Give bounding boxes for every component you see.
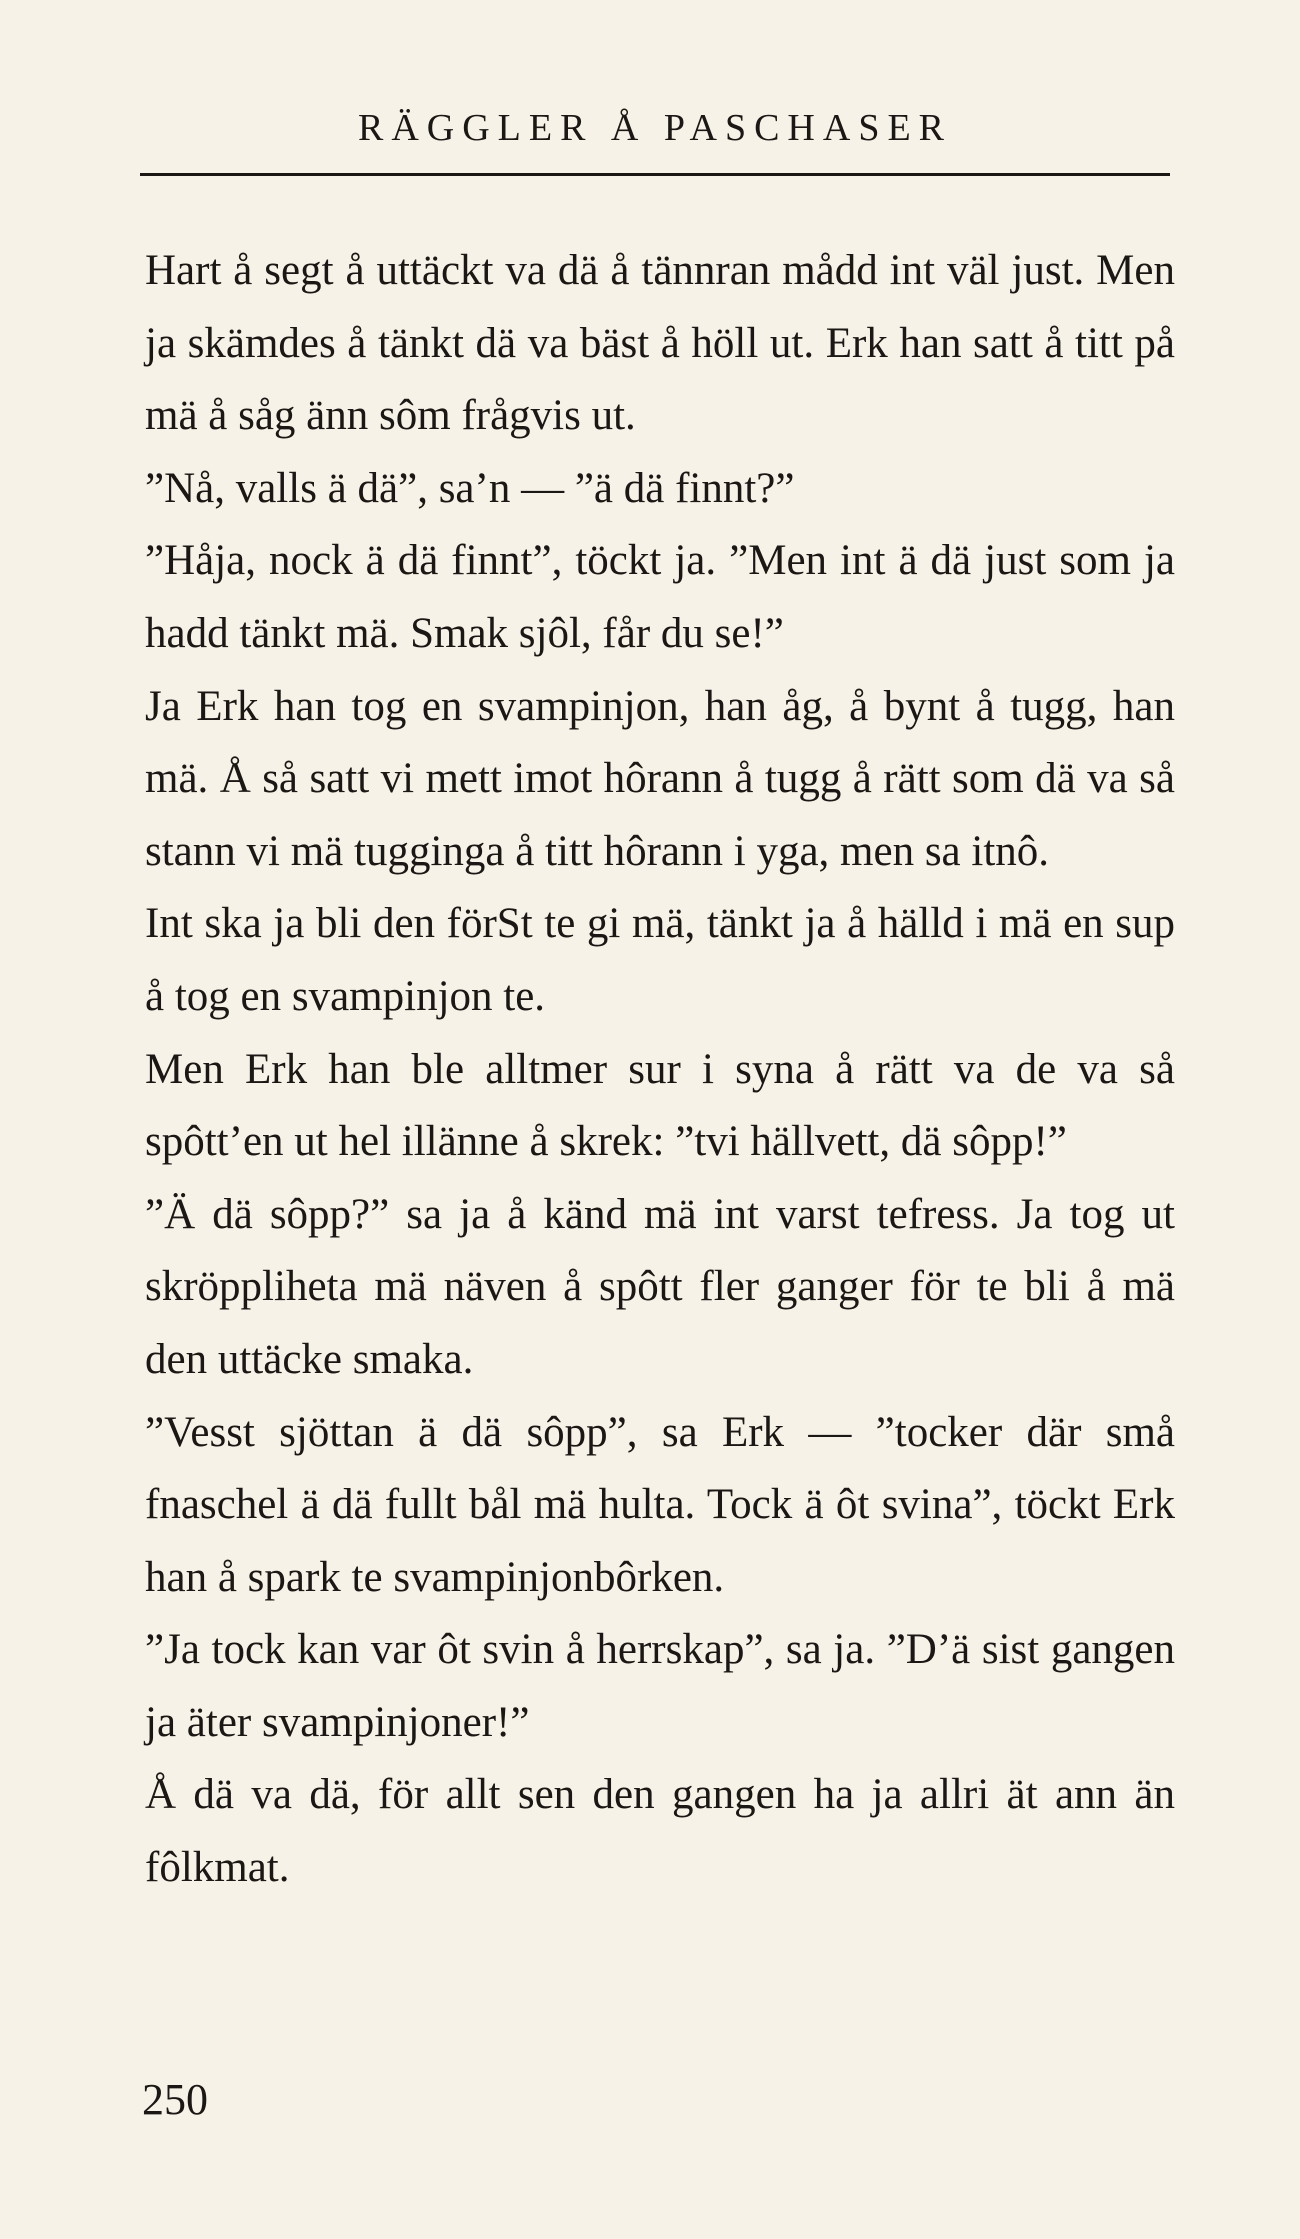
paragraph: Hart å segt å uttäckt va dä å tännran mådd int väl just. Men ja skämdes å tänkt dä va bäst å höll ut. Erk han satt å titt på mä å såg änn sôm frågvis ut. bbox=[145, 247, 1175, 440]
paragraph: ”Vesst sjöttan ä dä sôpp”, sa Erk — ”tocker där små fnaschel ä dä fullt bål mä hulta. Tock ä ôt svina”, töckt Erk han å spark te svampinjonbôrken. bbox=[145, 1408, 1175, 1601]
page-number: 250 bbox=[142, 2075, 208, 2124]
header-rule bbox=[140, 173, 1170, 176]
paragraph: Men Erk han ble alltmer sur i syna å rätt va de va så spôtt’en ut hel illänne å skrek: ”tvi hällvett, dä sôpp!” bbox=[145, 1045, 1175, 1166]
paragraph: ”Ja tock kan var ôt svin å herrskap”, sa ja. ”D’ä sist gangen ja äter svampinjoner!” bbox=[145, 1626, 1175, 1746]
paragraph: Ja Erk han tog en svampinjon, han åg, å bynt å tugg, han mä. Å så satt vi mett imot hôrann å tugg å rätt som dä va så stann vi mä tugginga å titt hôrann i yga, men sa itnô. bbox=[145, 682, 1175, 875]
paragraph: ”Nå, valls ä dä”, sa’n — ”ä dä finnt?” bbox=[145, 464, 795, 512]
paragraph: Int ska ja bli den förSt te gi mä, tänkt ja å hälld i mä en sup å tog en svampinjon te. bbox=[145, 900, 1175, 1020]
paragraph: ”Håja, nock ä dä finnt”, töckt ja. ”Men int ä dä just som ja hadd tänkt mä. Smak sjôl, får du se!” bbox=[145, 537, 1175, 657]
paragraph: ”Ä dä sôpp?” sa ja å känd mä int varst tefress. Ja tog ut skröppliheta mä näven å spôtt fler ganger för te bli å mä den uttäcke smaka. bbox=[145, 1190, 1175, 1383]
body-text bbox=[145, 235, 1175, 1905]
paragraph: Å dä va dä, för allt sen den gangen ha ja allri ät ann än fôlkmat. bbox=[145, 1771, 1175, 1892]
running-head: RÄGGLER Å PASCHASER bbox=[357, 107, 953, 149]
